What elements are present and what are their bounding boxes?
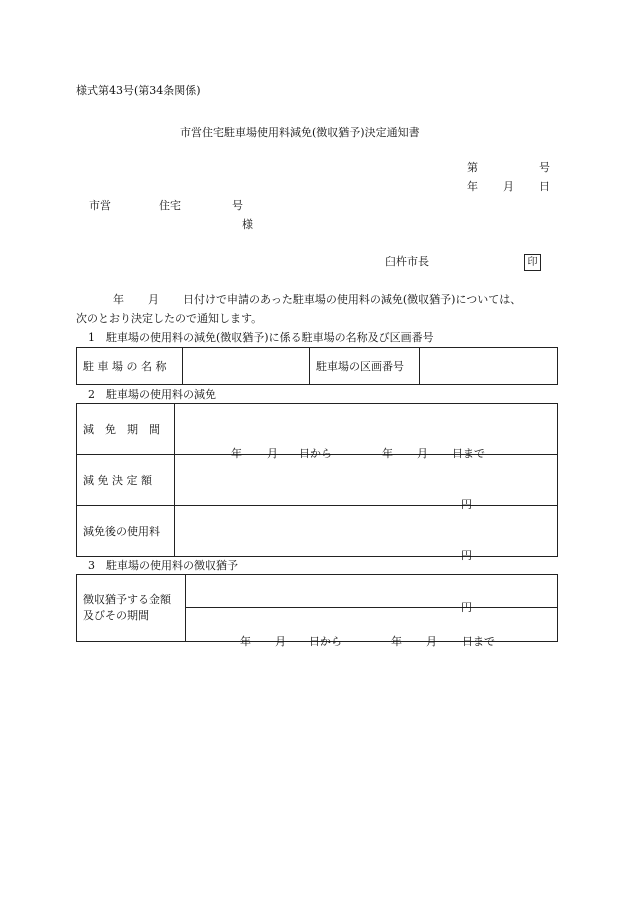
- period-end-month: 月: [417, 447, 428, 460]
- issuer-name: 臼杵市長: [385, 255, 429, 268]
- parking-name-label: 駐 車 場 の 名 称: [77, 348, 183, 385]
- deferral-label: [77, 575, 186, 642]
- section3-table: [76, 574, 558, 648]
- section3-heading: 3 駐車場の使用料の徴収猶予: [88, 559, 238, 572]
- body-year: 年: [113, 293, 124, 306]
- deferral-start-month: 月: [275, 634, 286, 648]
- parking-number-label: 駐車場の区画番号: [310, 348, 420, 385]
- section2-heading: 2 駐車場の使用料の減免: [88, 388, 216, 401]
- deferral-start-day: 日から: [309, 634, 342, 648]
- date-day: 日: [539, 180, 550, 193]
- exemption-amount-value[interactable]: [175, 455, 558, 511]
- exemption-period-value[interactable]: [175, 404, 558, 460]
- address-city: 市営: [89, 199, 111, 212]
- seal-mark: 印: [524, 254, 541, 271]
- parking-number-value[interactable]: [420, 348, 558, 385]
- section1-table: [76, 347, 558, 385]
- address-sama: 様: [242, 218, 253, 231]
- address-number: 号: [232, 199, 243, 212]
- body-line2: 次のとおり決定したので通知します。: [76, 312, 263, 325]
- deferral-end-month: 月: [426, 634, 437, 648]
- body-month: 月: [148, 293, 159, 306]
- exemption-period-label: 減 免 期 間: [77, 404, 175, 455]
- form-number: 様式第43号(第34条関係): [76, 84, 201, 97]
- deferral-amount-value[interactable]: [186, 575, 558, 614]
- exemption-amount-unit: 円: [461, 498, 472, 511]
- section2-table: [76, 403, 558, 562]
- doc-number-go: 号: [539, 161, 550, 174]
- date-year: 年: [467, 180, 478, 193]
- deferral-start-year: 年: [240, 634, 251, 648]
- deferral-period-value[interactable]: [186, 608, 558, 648]
- date-month: 月: [503, 180, 514, 193]
- period-start-year: 年: [231, 447, 242, 460]
- period-start-month: 月: [267, 447, 278, 460]
- period-end-year: 年: [382, 447, 393, 460]
- section1-heading: 1 駐車場の使用料の減免(徴収猶予)に係る駐車場の名称及び区画番号: [88, 331, 434, 344]
- period-end-day: 日まで: [452, 447, 485, 460]
- deferral-label-line1: 徴収猶予する金額: [83, 593, 171, 606]
- fee-after-label: 減免後の使用料: [77, 506, 175, 557]
- deferral-end-day: 日まで: [462, 634, 495, 648]
- deferral-label-line2: 及びその期間: [83, 609, 149, 622]
- period-start-day: 日から: [299, 447, 332, 460]
- deferral-end-year: 年: [391, 634, 402, 648]
- address-housing: 住宅: [159, 199, 181, 212]
- document-title: 市営住宅駐車場使用料減免(徴収猶予)決定通知書: [180, 126, 420, 139]
- doc-number-dai: 第: [467, 161, 478, 174]
- body-line1: 日付けで申請のあった駐車場の使用料の減免(徴収猶予)については、: [183, 293, 522, 306]
- deferral-amount-unit: 円: [461, 601, 472, 614]
- fee-after-value[interactable]: [175, 506, 558, 562]
- exemption-amount-label: 減 免 決 定 額: [77, 455, 175, 506]
- parking-name-value[interactable]: [183, 348, 310, 385]
- fee-after-unit: 円: [461, 549, 472, 562]
